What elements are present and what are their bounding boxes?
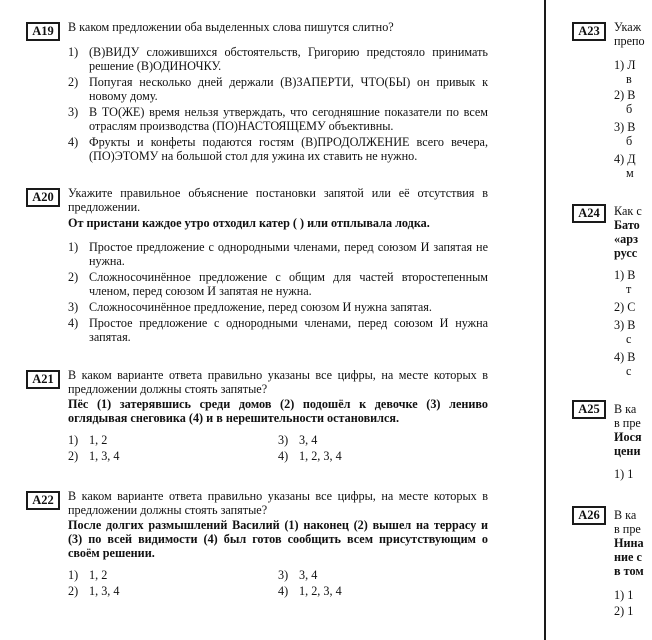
options-list [68, 45, 488, 163]
a24-item: с [626, 364, 632, 378]
task-label: A21 [26, 370, 60, 389]
a23-item: м [626, 166, 634, 180]
a26-line: Нина [614, 536, 644, 550]
a24-line: Бато [614, 218, 640, 232]
a26-line: В ка [614, 508, 637, 522]
a23-item: 4) Д [614, 152, 636, 166]
a25-line: цени [614, 444, 641, 458]
task-sentence: От пристани каждое утро отходил катер ( ) или отплывала лодка. [68, 216, 430, 230]
task-sentence: После долгих размышлений Василий (1) наконец (2) вышел на террасу и (3) по всей видимости (4) был готов сообщить всем присутствующим о своём решении. [68, 518, 488, 560]
a24-item: 4) В [614, 350, 636, 364]
option-3[interactable]: 3) Сложносочинённое предложение, перед союзом И нужна запятая. [68, 300, 432, 314]
a24-item: 2) С [614, 300, 636, 314]
a24-item: т [626, 282, 632, 296]
option-2[interactable]: 2) Сложносочинённое предложение с общим для частей второстепенным членом, перед союзом И запятая не нужна. [68, 270, 488, 298]
a26-line: в пре [614, 522, 641, 536]
question-text: В каком варианте ответа правильно указаны все цифры, на месте которых в предложении должны стоять запятые? [68, 489, 488, 517]
a25-line: Иося [614, 430, 642, 444]
options-grid [68, 568, 488, 598]
a26-item: 2) 1 [614, 604, 634, 618]
a25-line: В ка [614, 402, 637, 416]
a24-item: 1) В [614, 268, 636, 282]
a26-line: ние с [614, 550, 642, 564]
option-1[interactable]: 1) 1, 2 [68, 433, 108, 447]
option-3[interactable]: 3) 3, 4 [278, 433, 318, 447]
task-label: A19 [26, 22, 60, 41]
task-label-a23: A23 [572, 22, 606, 41]
option-2[interactable]: 2) Попугая несколько дней держали (В)ЗАПЕРТИ, ЧТО(БЫ) он привык к новому дому. [68, 75, 488, 103]
option-4[interactable]: 4) Фрукты и конфеты подаются гостям (В)ПРОДОЛЖЕНИЕ всего вечера, (ПО)ЭТОМУ на большой стол для ужина их ставить не нужно. [68, 135, 488, 163]
task-label-a25: A25 [572, 400, 606, 419]
a24-item: с [626, 332, 632, 346]
a23-item: в [626, 72, 632, 86]
task-sentence: Пёс (1) затерявшись среди домов (2) подошёл к девочке (3) лениво оглядывая снеговика (4) и в нерешительности остановился. [68, 397, 488, 425]
column-divider [544, 0, 546, 640]
a24-line: русс [614, 246, 638, 260]
task-body [68, 20, 488, 163]
options-list [68, 240, 488, 344]
a23-line: Укаж [614, 20, 642, 34]
a24-line: «арз [614, 232, 639, 246]
option-3[interactable]: 3) В ТО(ЖЕ) время нельзя утверждать, что сегодняшние показатели по всем отраслям производства (ПО)НАСТОЯЩЕМУ объективны. [68, 105, 488, 133]
option-3[interactable]: 3) 3, 4 [278, 568, 318, 582]
option-2[interactable]: 2) 1, 3, 4 [68, 584, 120, 598]
a25-line: в пре [614, 416, 641, 430]
a26-item: 1) 1 [614, 588, 634, 602]
task-body [68, 186, 488, 344]
question-text: В каком предложении оба выделенных слова пишутся слитно? [68, 20, 394, 34]
a25-item: 1) 1 [614, 467, 634, 481]
question-text: В каком варианте ответа правильно указаны все цифры, на месте которых в предложении должны стоять запятые? [68, 368, 488, 396]
option-1[interactable]: 1) Простое предложение с однородными членами, перед союзом И запятая не нужна. [68, 240, 488, 268]
task-label: A20 [26, 188, 60, 207]
a26-line: в том [614, 564, 644, 578]
option-1[interactable]: 1) 1, 2 [68, 568, 108, 582]
options-grid [68, 433, 488, 463]
task-body [68, 368, 488, 463]
task-label: A22 [26, 491, 60, 510]
task-body [68, 489, 488, 598]
a23-line: препо [614, 34, 645, 48]
a23-item: б [626, 134, 633, 148]
option-4[interactable]: 4) Простое предложение с однородными членами, перед союзом И нужна запятая. [68, 316, 488, 344]
option-4[interactable]: 4) 1, 2, 3, 4 [278, 449, 342, 463]
question-text: Укажите правильное объяснение постановки запятой или её отсутствия в предложении. [68, 186, 488, 214]
a23-item: 3) В [614, 120, 636, 134]
a24-line: Как с [614, 204, 642, 218]
task-label-a26: A26 [572, 506, 606, 525]
option-2[interactable]: 2) 1, 3, 4 [68, 449, 120, 463]
option-1[interactable]: 1) (В)ВИДУ сложившихся обстоятельств, Григорию предстояло принимать решение (В)ОДИНОЧКУ. [68, 45, 488, 73]
a23-item: 2) В [614, 88, 636, 102]
a23-item: б [626, 102, 633, 116]
a24-item: 3) В [614, 318, 636, 332]
task-label-a24: A24 [572, 204, 606, 223]
option-4[interactable]: 4) 1, 2, 3, 4 [278, 584, 342, 598]
a23-item: 1) Л [614, 58, 636, 72]
